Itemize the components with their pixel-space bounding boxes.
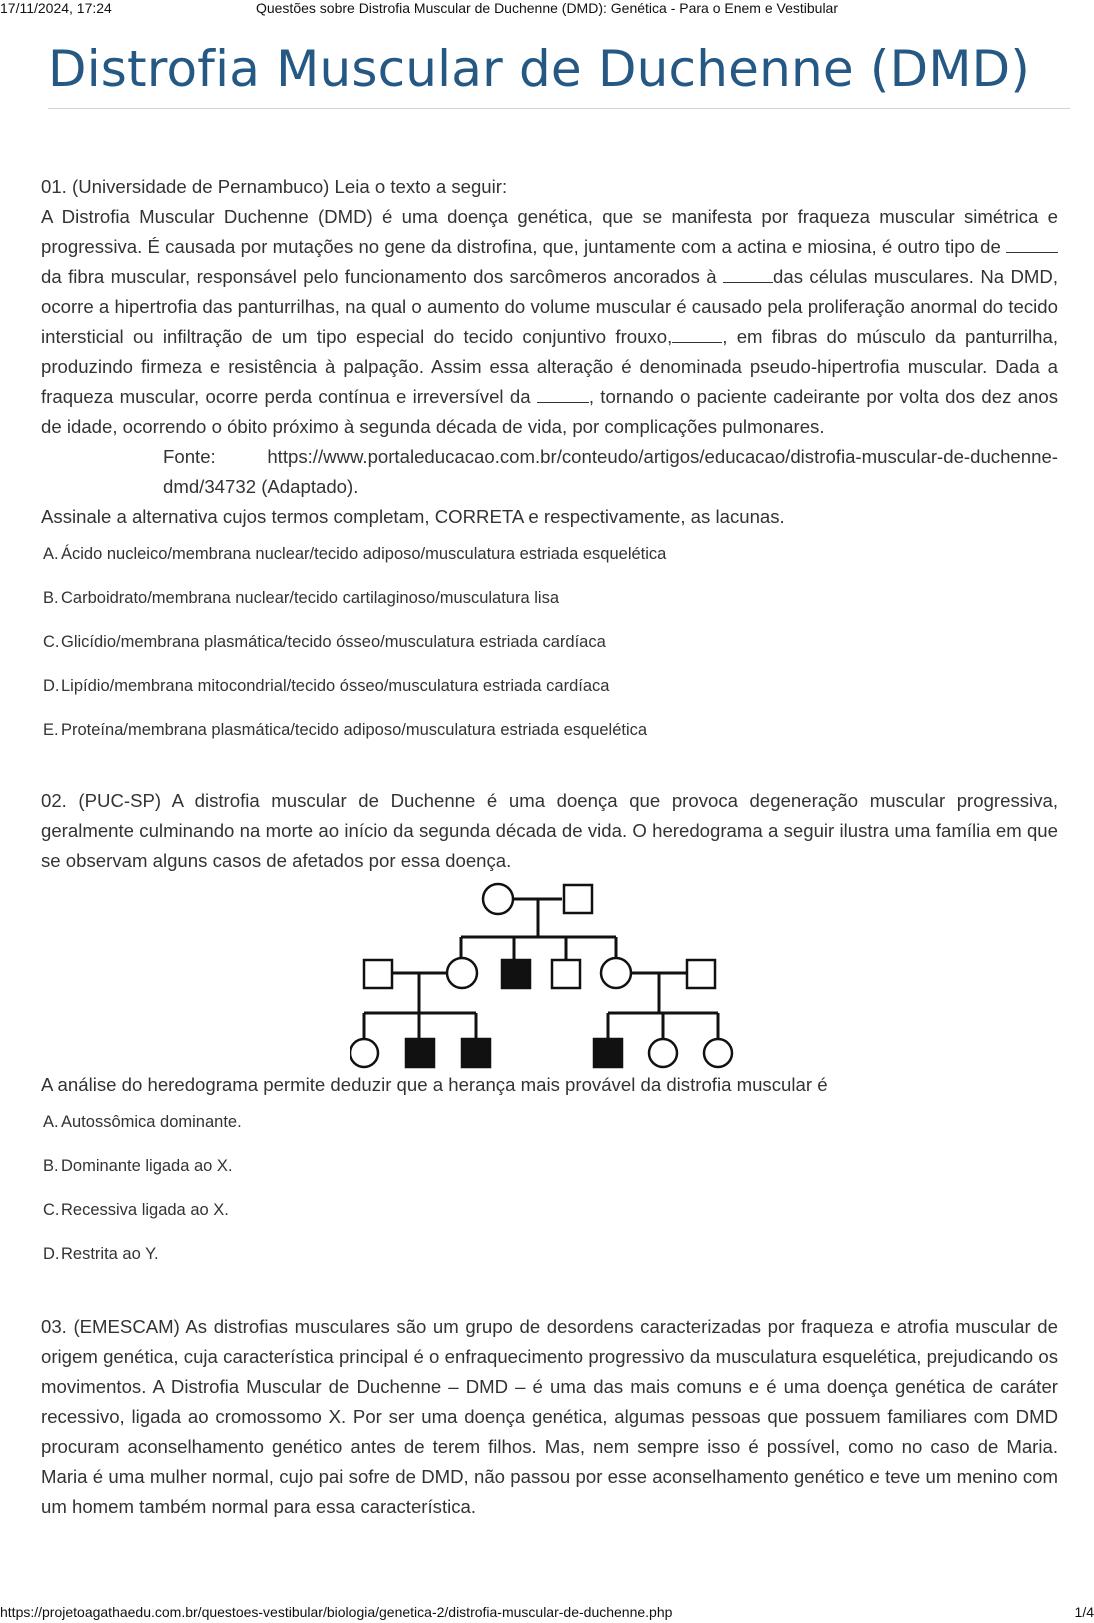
option-a[interactable] xyxy=(43,546,1058,590)
female-unaffected xyxy=(649,1039,677,1067)
question-1-prompt: Assinale a alternativa cujos termos completam, CORRETA e respectivamente, as lacunas. xyxy=(41,506,785,527)
option-text: Autossômica dominante. xyxy=(61,1113,242,1131)
option-text: Dominante ligada ao X. xyxy=(61,1157,233,1175)
option-letter: A. xyxy=(43,1113,59,1131)
q1-text-part: A Distrofia Muscular Duchenne (DMD) é uma doença genética, que se manifesta por fraqueza muscular simétrica e progressiva. É causada por mutações no gene da distrofina, que, juntamente com a actina e miosina, é outro tipo de xyxy=(41,206,1058,257)
male-unaffected xyxy=(552,960,580,988)
q1-text-part: da fibra muscular, responsável pelo funcionamento dos sarcômeros ancorados à xyxy=(41,266,724,287)
option-text: Proteína/membrana plasmática/tecido adiposo/musculatura estriada esquelética xyxy=(61,721,648,739)
option-text: Lipídio/membrana mitocondrial/tecido ósseo/musculatura estriada cardíaca xyxy=(61,677,610,695)
question-2-prompt: A análise do heredograma permite deduzir que a herança mais provável da distrofia muscular é xyxy=(41,1074,828,1095)
option-c[interactable] xyxy=(43,1202,1058,1246)
female-unaffected xyxy=(350,1039,378,1067)
option-letter: D. xyxy=(43,1245,60,1263)
option-text: Recessiva ligada ao X. xyxy=(61,1201,229,1219)
option-letter: C. xyxy=(43,1201,60,1219)
question-1-source: Fonte: https://www.portaleducacao.com.br/conteudo/artigos/educacao/distrofia-muscular-de-duchenne-dmd/34732 (Adaptado). xyxy=(163,446,1058,497)
option-letter: B. xyxy=(43,589,59,607)
question-1-text xyxy=(41,202,1058,442)
option-b[interactable] xyxy=(43,590,1058,634)
print-header xyxy=(0,0,1094,16)
question-1-options xyxy=(43,546,1058,766)
page-number: 1/4 xyxy=(1074,1604,1094,1620)
option-d[interactable] xyxy=(43,678,1058,722)
female-unaffected xyxy=(601,958,631,988)
option-text: Restrita ao Y. xyxy=(61,1245,159,1263)
option-d[interactable] xyxy=(43,1246,1058,1290)
male-affected xyxy=(406,1039,434,1067)
print-page-title: Questões sobre Distrofia Muscular de Duchenne (DMD): Genética - Para o Enem e Vestibular xyxy=(255,0,839,16)
male-affected xyxy=(502,960,530,988)
question-2 xyxy=(41,786,1058,1290)
option-a[interactable] xyxy=(43,1114,1058,1158)
female-unaffected xyxy=(704,1039,732,1067)
q1-text-part: , tornando o paciente cadeirante por volta dos dez anos de idade, ocorrendo o óbito próximo à segunda década de vida, por complicações pulmonares. xyxy=(41,386,1058,437)
male-affected xyxy=(462,1039,490,1067)
pedigree-diagram xyxy=(350,880,750,1070)
option-letter: D. xyxy=(43,677,60,695)
question-3 xyxy=(41,1312,1058,1522)
question-1 xyxy=(41,172,1058,766)
option-letter: C. xyxy=(43,633,60,651)
male-unaffected xyxy=(364,960,392,988)
option-c[interactable] xyxy=(43,634,1058,678)
option-text: Carboidrato/membrana nuclear/tecido cartilaginoso/musculatura lisa xyxy=(61,589,559,607)
option-letter: E. xyxy=(43,721,59,739)
q1-text-part: , em fibras do músculo da panturrilha, produzindo firmeza e resistência à palpação. Assim essa alteração é denominada pseudo-hipertrofia muscular. Dada a fraqueza muscular, ocorre perda contínua e irreversível da xyxy=(41,326,1058,407)
blank-3 xyxy=(672,328,722,343)
female-unaffected xyxy=(447,958,477,988)
male-unaffected xyxy=(564,885,592,913)
female-unaffected xyxy=(483,884,513,914)
blank-1 xyxy=(1006,238,1058,253)
option-text: Glicídio/membrana plasmática/tecido ósseo/musculatura estriada cardíaca xyxy=(61,633,606,651)
male-affected xyxy=(594,1039,622,1067)
blank-2 xyxy=(723,268,773,283)
option-letter: B. xyxy=(43,1157,59,1175)
title-divider xyxy=(48,108,1070,109)
option-text: Ácido nucleico/membrana nuclear/tecido adiposo/musculatura estriada esquelética xyxy=(61,545,667,563)
option-b[interactable] xyxy=(43,1158,1058,1202)
blank-4 xyxy=(537,388,589,403)
question-3-text: 03. (EMESCAM) As distrofias musculares são um grupo de desordens caracterizadas por fraqueza e atrofia muscular de origem genética, cuja característica principal é o enfraquecimento progressivo da musculatura esquelética, prejudicando os movimentos. A Distrofia Muscular de Duchenne – DMD – é uma das mais comuns e é uma doença genética de caráter recessivo, ligada ao cromossomo X. Por ser uma doença genética, algumas pessoas que possuem familiares com DMD procuram aconselhamento genético antes de terem filhos. Mas, nem sempre isso é possível, como no caso de Maria. Maria é uma mulher normal, cujo pai sofre de DMD, não passou por esse aconselhamento genético e teve um menino com um homem também normal para essa característica. xyxy=(41,1316,1058,1517)
questions xyxy=(41,172,1058,1522)
question-2-options xyxy=(43,1114,1058,1290)
option-e[interactable] xyxy=(43,722,1058,766)
page-title: Distrofia Muscular de Duchenne (DMD) xyxy=(48,40,1031,98)
q1-text-part: das células musculares. Na DMD, ocorre a hipertrofia das panturrilhas, na qual o aumento do volume muscular é causado pela proliferação anormal do tecido intersticial ou infiltração de um tipo especial do tecido conjuntivo frouxo, xyxy=(41,266,1058,347)
option-letter: A. xyxy=(43,545,59,563)
print-url: https://projetoagathaedu.com.br/questoes-vestibular/biologia/genetica-2/distrofia-muscular-de-duchenne.php xyxy=(0,1604,673,1620)
question-1-intro: 01. (Universidade de Pernambuco) Leia o texto a seguir: xyxy=(41,176,508,197)
question-2-text: 02. (PUC-SP) A distrofia muscular de Duchenne é uma doença que provoca degeneração muscular progressiva, geralmente culminando na morte ao início da segunda década de vida. O heredograma a seguir ilustra uma família em que se observam alguns casos de afetados por essa doença. xyxy=(41,790,1058,871)
print-date: 17/11/2024, 17:24 xyxy=(0,0,112,16)
male-unaffected xyxy=(687,960,715,988)
